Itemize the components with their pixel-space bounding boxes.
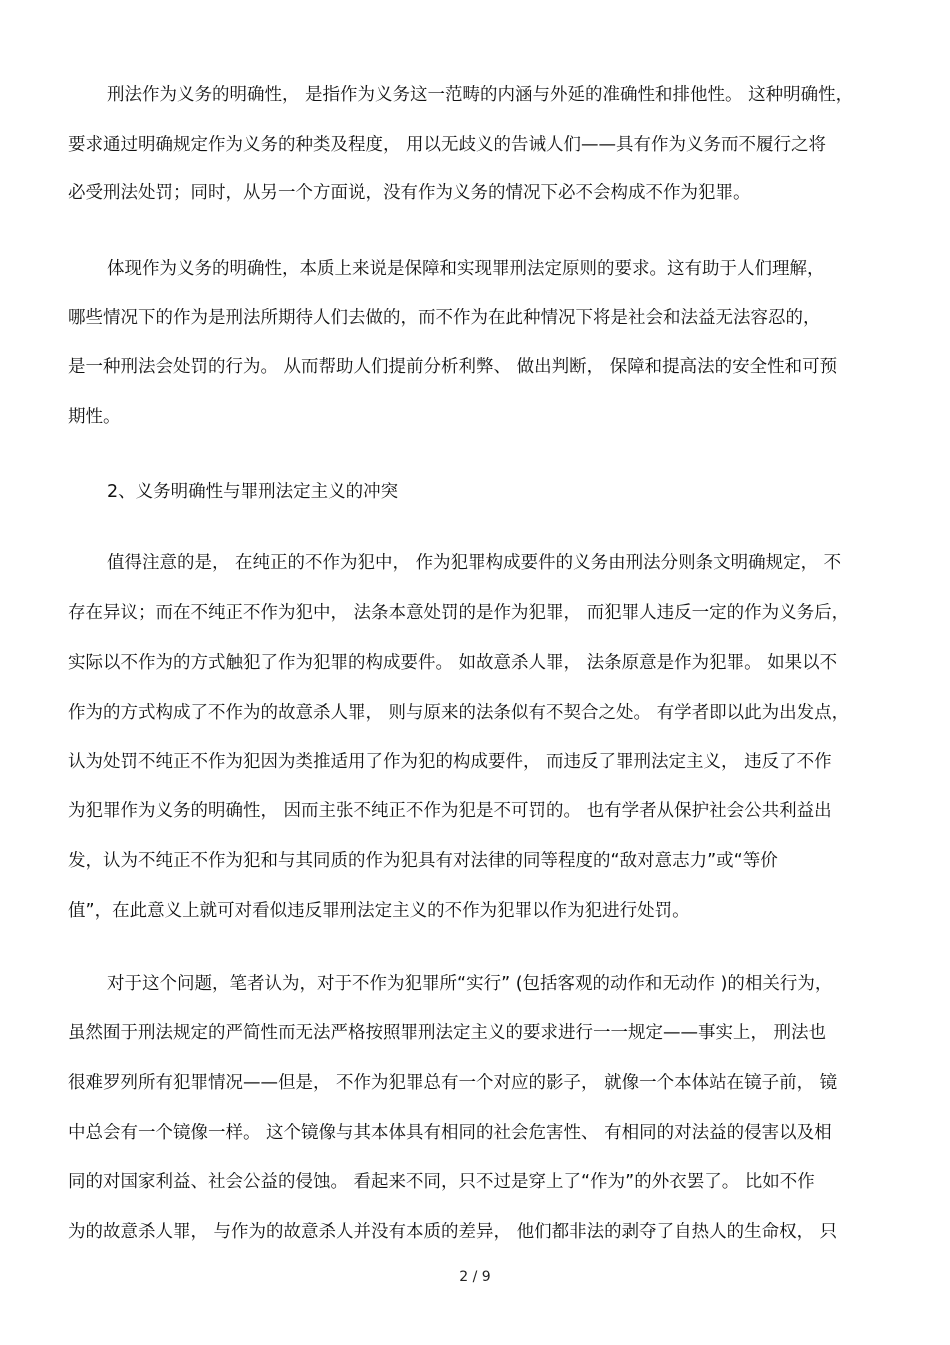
text-line: 虽然囿于刑法规定的严简性而无法严格按照罪刑法定主义的要求进行一一规定——事实上， 刑法也 [68, 1023, 827, 1043]
page-number: 2 / 9 [459, 1269, 491, 1285]
text-line: 值”，在此意义上就可对看似违反罪刑法定主义的不作为犯罪以作为犯进行处罚。 [68, 901, 690, 921]
text-line: 很难罗列所有犯罪情况——但是， 不作为犯罪总有一个对应的影子， 就像一个本体站在镜子前， 镜 [68, 1073, 838, 1093]
text-line: 哪些情况下的作为是刑法所期待人们去做的，而不作为在此种情况下将是社会和法益无法容忍的， [68, 308, 821, 328]
text-line: 发，认为不纯正不作为犯和与其同质的作为犯具有对法律的同等程度的“敌对意志力”或“等价 [68, 851, 778, 871]
text-line: 为犯罪作为义务的明确性， 因而主张不纯正不作为犯是不可罚的。 也有学者从保护社会公共利益出 [68, 801, 832, 821]
text-line: 要求通过明确规定作为义务的种类及程度， 用以无歧义的告诫人们——具有作为义务而不履行之将 [68, 135, 827, 155]
text-line: 认为处罚不纯正不作为犯因为类推适用了作为犯的构成要件， 而违反了罪刑法定主义， 违反了不作 [68, 752, 832, 772]
text-line: 为的故意杀人罪， 与作为的故意杀人并没有本质的差异， 他们都非法的剥夺了自热人的生命权， 只 [68, 1222, 838, 1242]
heading-line: 2、义务明确性与罪刑法定主义的冲突 [107, 482, 399, 502]
text-line: 必受刑法处罚；同时，从另一个方面说，没有作为义务的情况下必不会构成不作为犯罪。 [68, 183, 751, 203]
text-line: 中总会有一个镜像一样。 这个镜像与其本体具有相同的社会危害性、 有相同的对法益的侵害以及相 [68, 1123, 832, 1143]
text-line: 是一种刑法会处罚的行为。 从而帮助人们提前分析利弊、 做出判断， 保障和提高法的安全性和可预 [68, 357, 838, 377]
text-line: 期性。 [68, 407, 121, 427]
text-line: 刑法作为义务的明确性， 是指作为义务这一范畴的内涵与外延的准确性和排他性。 这种明确性， [107, 85, 854, 105]
text-line: 值得注意的是， 在纯正的不作为犯中， 作为犯罪构成要件的义务由刑法分则条文明确规定， 不 [107, 553, 842, 573]
text-line: 实际以不作为的方式触犯了作为犯罪的构成要件。 如故意杀人罪， 法条原意是作为犯罪。 如果以不 [68, 653, 838, 673]
text-line: 同的对国家利益、社会公益的侵蚀。 看起来不同，只不过是穿上了“作为”的外衣罢了。 比如不作 [68, 1172, 815, 1192]
text-line: 作为的方式构成了不作为的故意杀人罪， 则与原来的法条似有不契合之处。 有学者即以此为出发点， [68, 703, 850, 723]
text-line: 对于这个问题，笔者认为，对于不作为犯罪所“实行” (包括客观的动作和无动作 )的相关行为， [107, 974, 833, 994]
text-line: 体现作为义务的明确性，本质上来说是保障和实现罪刑法定原则的要求。这有助于人们理解， [107, 259, 825, 279]
text-line: 存在异议；而在不纯正不作为犯中， 法条本意处罚的是作为犯罪， 而犯罪人违反一定的作为义务后， [68, 603, 850, 623]
